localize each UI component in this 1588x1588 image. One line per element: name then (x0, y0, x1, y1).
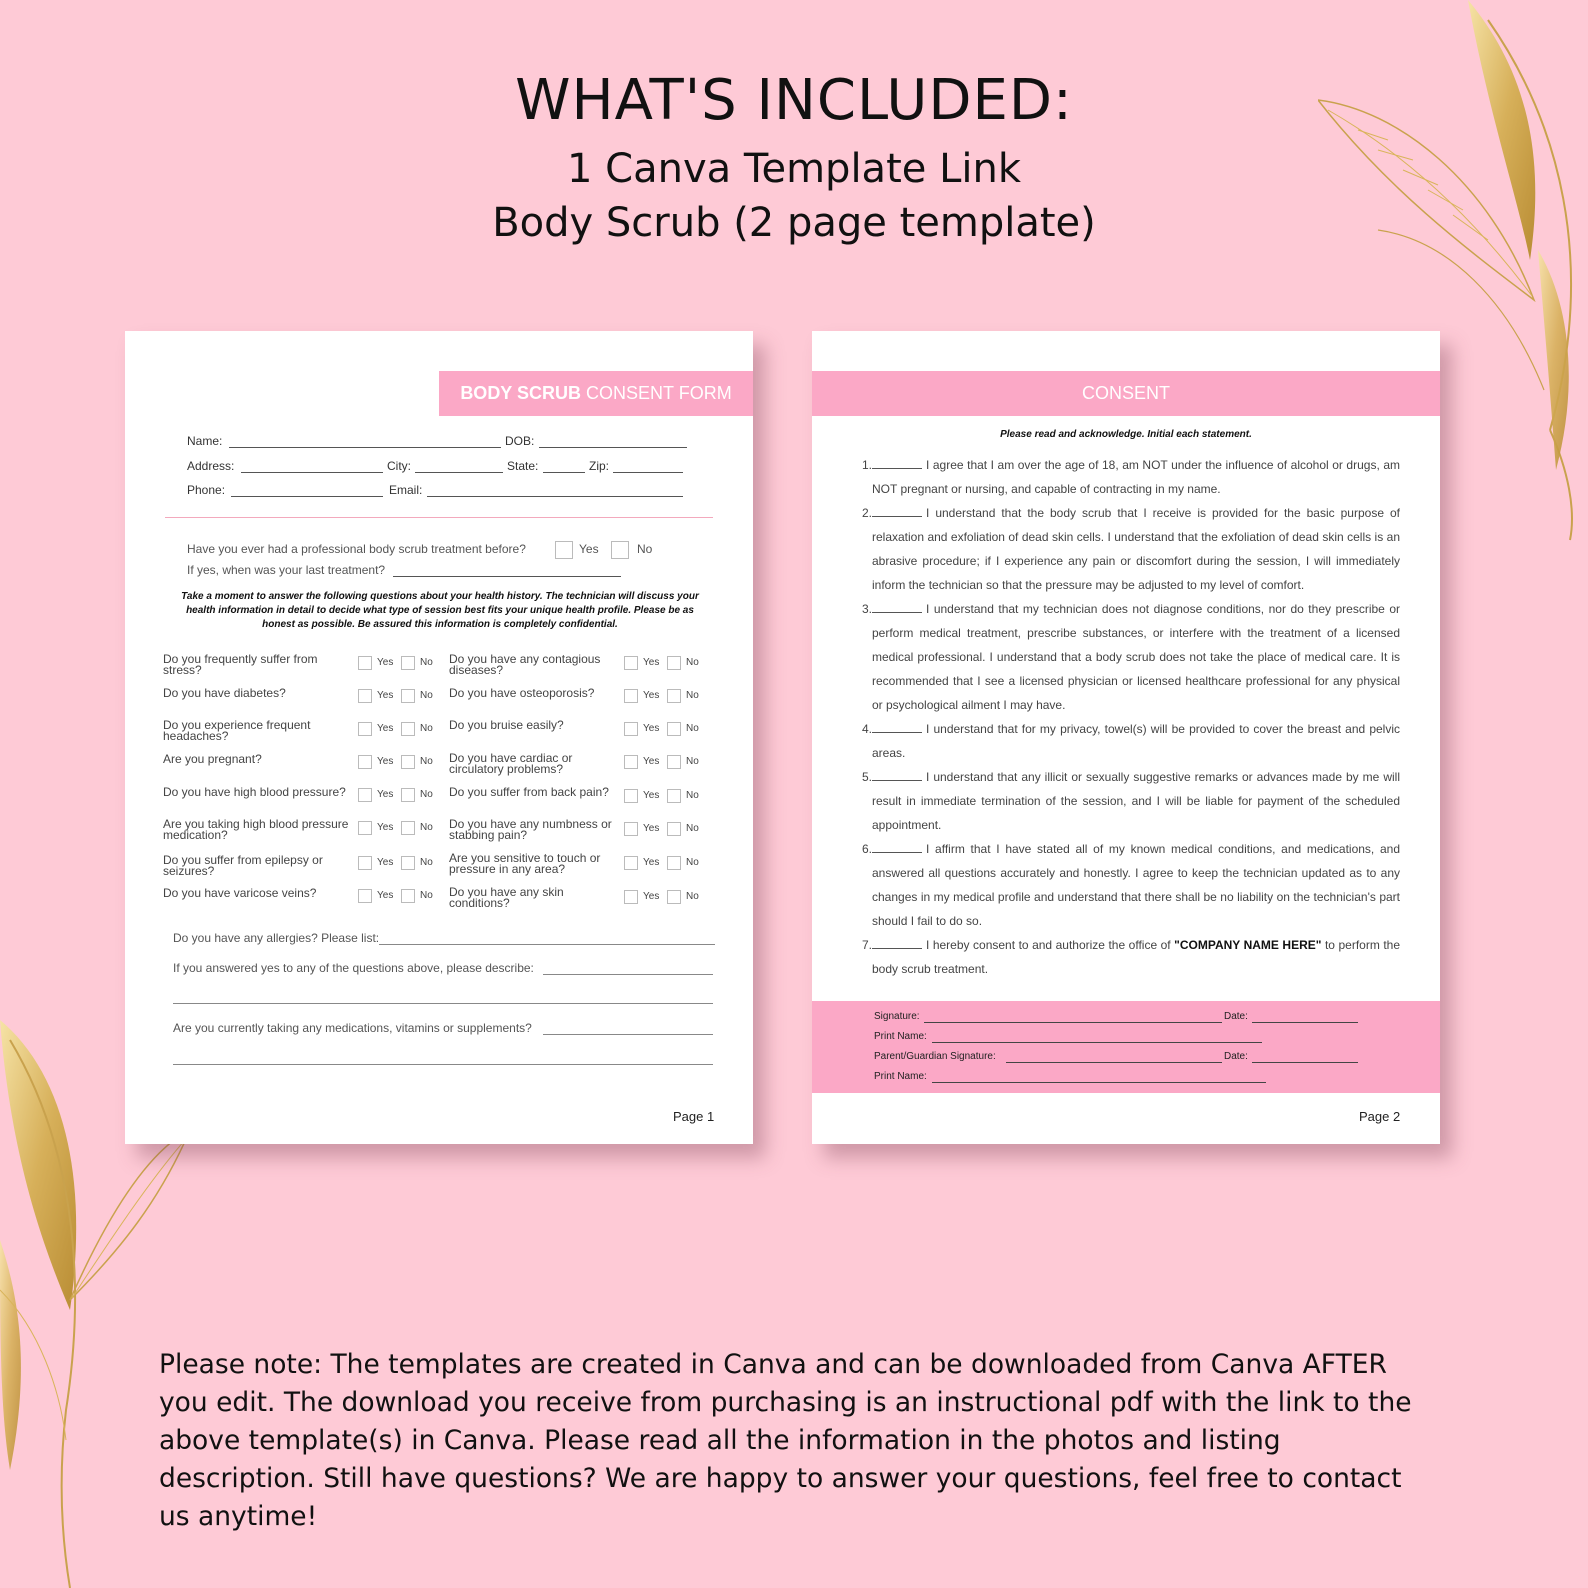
question-right-1: Do you have any contagious diseases? (449, 652, 601, 677)
yes-label: Yes (377, 756, 394, 767)
right-8-no-checkbox[interactable] (667, 890, 681, 904)
right-5-yes-checkbox[interactable] (624, 789, 638, 803)
consent-statement-1 (862, 453, 1400, 501)
city-line[interactable] (415, 472, 503, 473)
statement-number: 1. (862, 458, 873, 472)
question-left-1: Do you frequently suffer from stress? (163, 652, 318, 677)
no-label: No (686, 823, 699, 834)
question-left-2: Do you have diabetes? (163, 686, 286, 700)
right-1-no-checkbox[interactable] (667, 656, 681, 670)
right-7-no-checkbox[interactable] (667, 856, 681, 870)
right-8-yes-checkbox[interactable] (624, 890, 638, 904)
right-3-yes-checkbox[interactable] (624, 722, 638, 736)
signature-section (812, 1001, 1440, 1093)
left-2-yes-checkbox[interactable] (358, 689, 372, 703)
left-3-yes-checkbox[interactable] (358, 722, 372, 736)
statement-number: 5. (862, 770, 873, 784)
phone-line[interactable] (231, 496, 383, 497)
signature-label: Signature: (874, 1011, 920, 1022)
city-label: City: (387, 459, 411, 473)
question-right-3: Do you bruise easily? (449, 718, 564, 732)
yes-label: Yes (377, 822, 394, 833)
no-label: No (686, 891, 699, 902)
signature-line[interactable] (924, 1022, 1222, 1023)
question-right-6: Do you have any numbness or stabbing pain? (449, 817, 612, 842)
no-label: No (686, 790, 699, 801)
left-6-yes-checkbox[interactable] (358, 821, 372, 835)
dob-line[interactable] (539, 447, 687, 448)
section-divider (165, 517, 713, 518)
purchase-note: Please note: The templates are created in Canva and can be downloaded from Canva AFTER you edit. The download you receive from purchasing is an instructional pdf with the link to the above template(s) in Canva. Please read all the information in the photos and listing description. Still have questions? We are happy to answer your questions, feel free to contact us anytime! (159, 1349, 1412, 1532)
yes-label: Yes (377, 890, 394, 901)
statement-number: 4. (862, 722, 873, 736)
statement-text: I affirm that I have stated all of my known medical conditions, and medications, and answered all questions accurately and honestly. I agree to keep the technician updated as to any changes in my medical profile and understand that there shall be no liability on the technician's part should I fail to do so. (872, 842, 1400, 928)
left-6-no-checkbox[interactable] (401, 821, 415, 835)
form-page-1 (125, 331, 753, 1144)
describe-question: If you answered yes to any of the questions above, please describe: (173, 961, 534, 975)
right-4-no-checkbox[interactable] (667, 755, 681, 769)
company-name-placeholder: "COMPANY NAME HERE" (1174, 938, 1322, 952)
right-7-yes-checkbox[interactable] (624, 856, 638, 870)
right-5-no-checkbox[interactable] (667, 789, 681, 803)
left-2-no-checkbox[interactable] (401, 689, 415, 703)
state-label: State: (507, 459, 539, 473)
statement-number: 6. (862, 842, 873, 856)
no-label: No (420, 890, 433, 901)
consent-statement-5 (862, 765, 1400, 837)
left-4-no-checkbox[interactable] (401, 755, 415, 769)
question-right-8: Do you have any skin conditions? (449, 885, 564, 910)
yes-label: Yes (377, 657, 394, 668)
page-title: WHAT'S INCLUDED: (515, 68, 1073, 133)
initial-blank[interactable] (872, 770, 922, 781)
guardian-signature-label: Parent/Guardian Signature: (874, 1051, 996, 1062)
health-history-note: Take a moment to answer the following questions about your health history. The technician will discuss your health information in detail to decide what type of session best fits your unique health profile. Please be as honest as possible. Be assured this information is completely confidential. (181, 591, 699, 630)
initial-blank[interactable] (872, 722, 922, 733)
question-left-6: Are you taking high blood pressure medication? (163, 817, 349, 842)
statement-number: 3. (862, 602, 873, 616)
yes-label: Yes (377, 690, 394, 701)
yes-label: Yes (643, 690, 660, 701)
right-6-no-checkbox[interactable] (667, 822, 681, 836)
zip-label: Zip: (589, 459, 610, 473)
question-left-4: Are you pregnant? (163, 752, 262, 766)
form-page-2 (812, 331, 1440, 1144)
left-5-no-checkbox[interactable] (401, 788, 415, 802)
statement-text: I understand that my technician does not diagnose conditions, nor do they prescribe or perform medical treatment, prescribe substances, or interfere with the treatment of a licensed medical professional. I understand that a body scrub does not take the place of medical care. It is recommended that I see a licensed physician or licensed healthcare professional for any physical or psychological ailment I may have. (872, 602, 1400, 712)
form-title-light: CONSENT FORM (586, 383, 732, 403)
yes-label: Yes (643, 823, 660, 834)
yes-label: Yes (643, 756, 660, 767)
statement-number: 2. (862, 506, 873, 520)
left-7-yes-checkbox[interactable] (358, 856, 372, 870)
guardian-date-label: Date: (1224, 1051, 1248, 1062)
medications-line-1[interactable] (543, 1034, 713, 1035)
phone-label: Phone: (187, 483, 226, 497)
question-left-5: Do you have high blood pressure? (163, 785, 346, 799)
question-right-5: Do you suffer from back pain? (449, 785, 609, 799)
allergies-question: Do you have any allergies? Please list: (173, 931, 380, 945)
right-3-no-checkbox[interactable] (667, 722, 681, 736)
dob-label: DOB: (505, 434, 535, 448)
statement-text: I understand that any illicit or sexually suggestive remarks or advances made by me will result in immediate termination of the session, and I will be liable for payment of the scheduled appointment. (872, 770, 1400, 832)
left-7-no-checkbox[interactable] (401, 856, 415, 870)
state-line[interactable] (543, 472, 585, 473)
medications-line-2[interactable] (173, 1064, 713, 1065)
included-item-1: 1 Canva Template Link (566, 146, 1021, 192)
initial-blank[interactable] (872, 938, 922, 949)
statement-text: I agree that I am over the age of 18, am NOT under the influence of alcohol or drugs, am NOT pregnant or nursing, and capable of contracting in my name. (872, 458, 1400, 496)
zip-line[interactable] (613, 472, 683, 473)
prior-yes-checkbox[interactable] (555, 541, 573, 559)
included-item-2: Body Scrub (2 page template) (492, 200, 1096, 246)
yes-label: Yes (643, 891, 660, 902)
allergies-line[interactable] (379, 944, 715, 945)
right-4-yes-checkbox[interactable] (624, 755, 638, 769)
initial-blank[interactable] (872, 842, 922, 853)
date-label: Date: (1224, 1011, 1248, 1022)
consent-instruction: Please read and acknowledge. Initial each statement. (1000, 429, 1252, 440)
no-label: No (420, 857, 433, 868)
yes-label: Yes (643, 723, 660, 734)
left-1-no-checkbox[interactable] (401, 656, 415, 670)
yes-label: Yes (377, 723, 394, 734)
no-label: No (686, 657, 699, 668)
initial-blank[interactable] (872, 458, 922, 469)
consent-statement-6 (862, 837, 1400, 933)
form-title-banner (439, 371, 753, 416)
print-name-line[interactable] (932, 1042, 1262, 1043)
right-6-yes-checkbox[interactable] (624, 822, 638, 836)
initial-blank[interactable] (872, 602, 922, 613)
yes-label: Yes (643, 857, 660, 868)
question-left-8: Do you have varicose veins? (163, 886, 317, 900)
question-right-2: Do you have osteoporosis? (449, 686, 595, 700)
address-label: Address: (187, 459, 235, 473)
prior-no-label: No (637, 542, 653, 556)
email-label: Email: (389, 483, 423, 497)
yes-label: Yes (377, 857, 394, 868)
name-line[interactable] (229, 447, 501, 448)
prior-treatment-question: Have you ever had a professional body scrub treatment before? (187, 542, 526, 556)
right-1-yes-checkbox[interactable] (624, 656, 638, 670)
no-label: No (686, 690, 699, 701)
guardian-print-name-label: Print Name: (874, 1071, 927, 1082)
no-label: No (686, 723, 699, 734)
no-label: No (420, 723, 433, 734)
no-label: No (420, 690, 433, 701)
consent-banner: CONSENT (812, 371, 1440, 416)
statement-text: to perform the body scrub treatment. (872, 938, 1401, 976)
print-name-label: Print Name: (874, 1031, 927, 1042)
initial-blank[interactable] (872, 506, 922, 517)
question-left-3: Do you experience frequent headaches? (163, 718, 311, 743)
statement-number: 7. (862, 938, 873, 952)
consent-statement-4 (862, 717, 1400, 765)
consent-statement-3 (862, 597, 1400, 717)
no-label: No (420, 822, 433, 833)
no-label: No (686, 756, 699, 767)
yes-label: Yes (643, 790, 660, 801)
yes-label: Yes (643, 657, 660, 668)
prior-no-checkbox[interactable] (611, 541, 629, 559)
email-line[interactable] (427, 496, 683, 497)
left-8-yes-checkbox[interactable] (358, 889, 372, 903)
last-treatment-question: If yes, when was your last treatment? (187, 563, 386, 577)
page-number-1: Page 1 (673, 1109, 715, 1124)
form-title-bold: BODY SCRUB (460, 383, 581, 403)
no-label: No (420, 657, 433, 668)
statement-text: I understand that the body scrub that I receive is provided for the basic purpose of relaxation and exfoliation of dead skin cells. I understand that the exfoliation of dead skin cells is an abrasive procedure; if I experience any pain or discomfort during the session, I will immediately inform the technician so that the pressure may be adjusted to my level of comfort. (872, 506, 1400, 592)
statement-text: I understand that for my privacy, towel(s) will be provided to cover the breast and pelvic areas. (872, 722, 1400, 760)
question-right-7: Are you sensitive to touch or pressure in any area? (449, 851, 601, 876)
date-line[interactable] (1252, 1022, 1358, 1023)
left-3-no-checkbox[interactable] (401, 722, 415, 736)
address-line[interactable] (241, 472, 383, 473)
consent-statement-2 (862, 501, 1400, 597)
describe-line-1[interactable] (543, 974, 713, 975)
left-4-yes-checkbox[interactable] (358, 755, 372, 769)
statement-text: I hereby consent to and authorize the office of (926, 938, 1171, 952)
prior-yes-label: Yes (579, 542, 599, 556)
no-label: No (420, 789, 433, 800)
right-2-yes-checkbox[interactable] (624, 689, 638, 703)
right-2-no-checkbox[interactable] (667, 689, 681, 703)
describe-line-2[interactable] (173, 1003, 713, 1004)
guardian-print-name-line[interactable] (932, 1082, 1266, 1083)
name-label: Name: (187, 434, 223, 448)
guardian-date-line[interactable] (1252, 1062, 1358, 1063)
yes-label: Yes (377, 789, 394, 800)
consent-statement-7 (862, 933, 1400, 981)
medications-question: Are you currently taking any medications, vitamins or supplements? (173, 1021, 532, 1035)
left-5-yes-checkbox[interactable] (358, 788, 372, 802)
question-right-4: Do you have cardiac or circulatory problems? (449, 751, 573, 776)
no-label: No (686, 857, 699, 868)
last-treatment-line[interactable] (393, 576, 621, 577)
guardian-signature-line[interactable] (1006, 1062, 1222, 1063)
left-1-yes-checkbox[interactable] (358, 656, 372, 670)
left-8-no-checkbox[interactable] (401, 889, 415, 903)
page-number-2: Page 2 (1359, 1109, 1401, 1124)
no-label: No (420, 756, 433, 767)
question-left-7: Do you suffer from epilepsy or seizures? (163, 853, 323, 878)
